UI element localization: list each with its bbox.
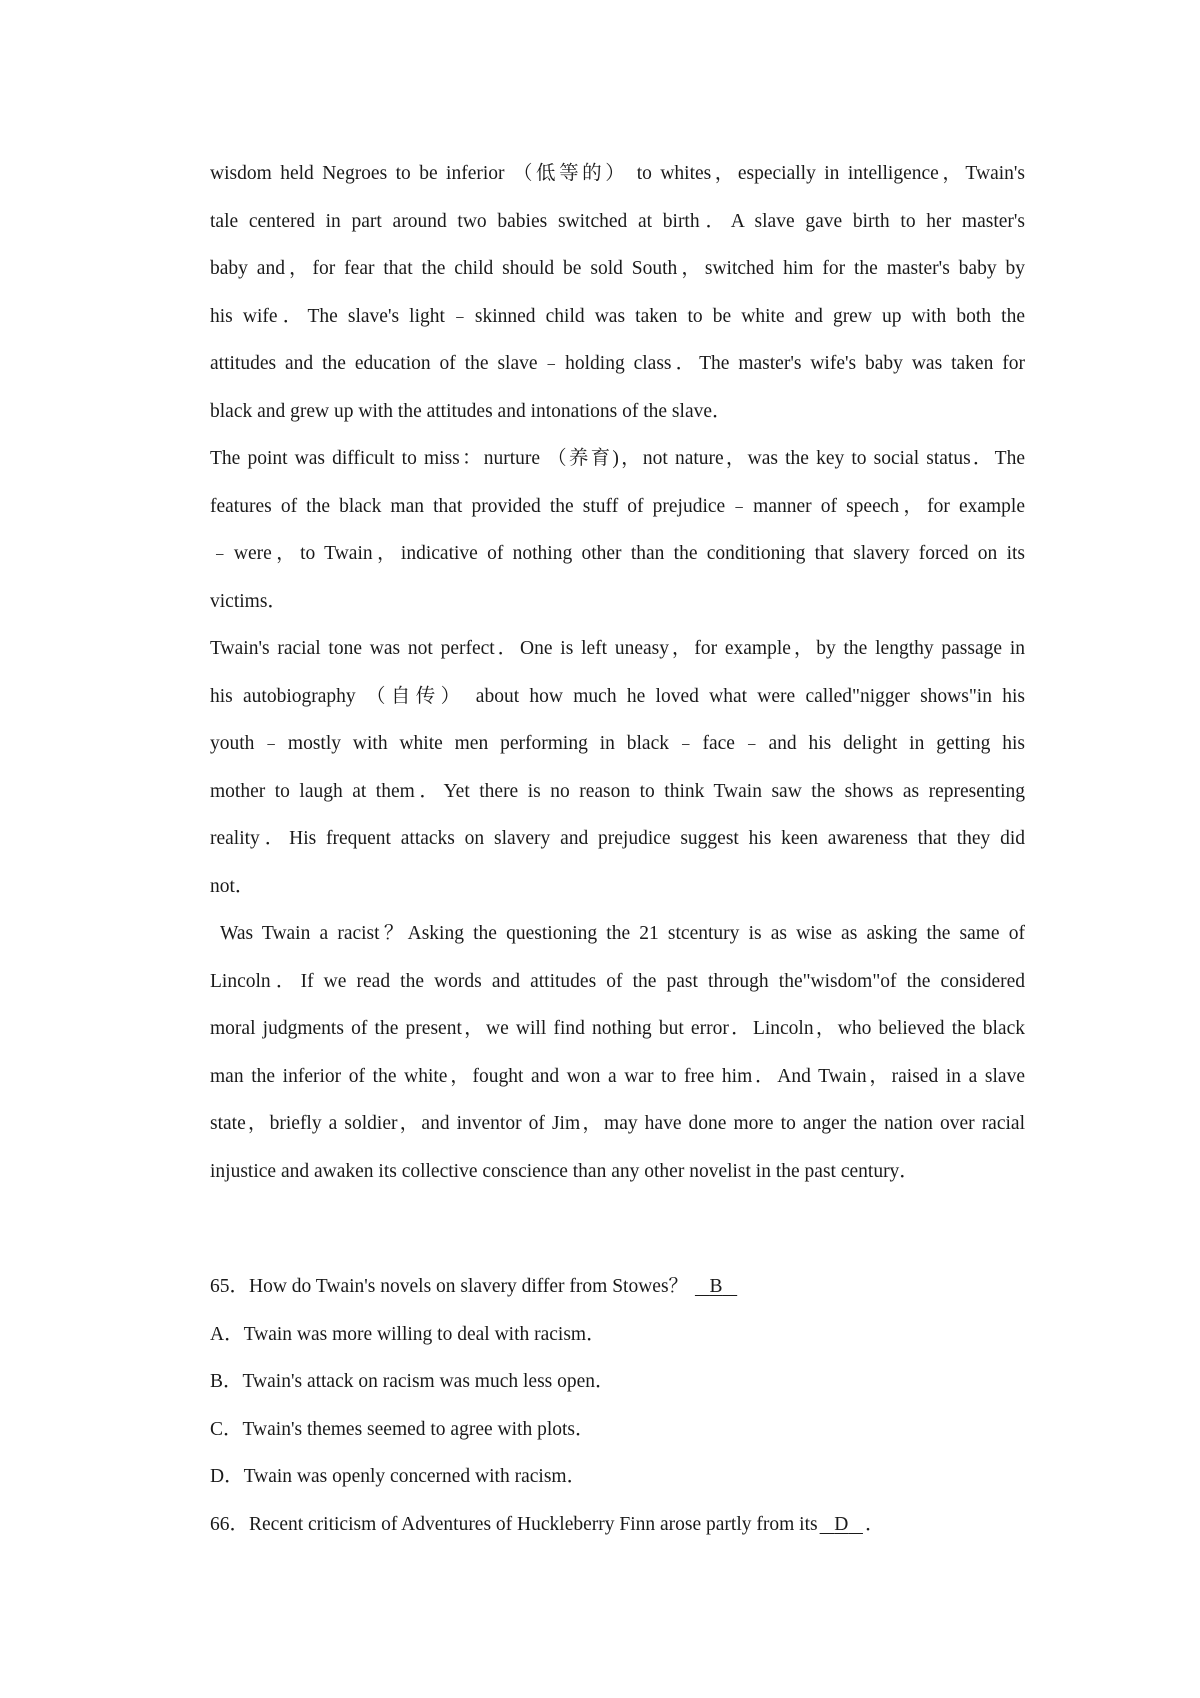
question-66-stem: 66．Recent criticism of Adventures of Huckleberry Finn arose partly from its — [210, 1513, 818, 1535]
passage-line: black and grew up with the attitudes and intonations of the slave． — [210, 400, 732, 422]
passage-line: state，briefly a soldier，and inventor of Jim，may have done more to anger the nation over racial — [210, 1113, 1025, 1134]
passage-line: victims． — [210, 590, 287, 612]
passage-line: tale centered in part around two babies switched at birth．A slave gave birth to her master's — [210, 210, 1025, 232]
question-65-stem: 65．How do Twain's novels on slavery differ from Stowes？ — [210, 1276, 689, 1297]
passage-line: youth﹣mostly with white men performing in black﹣face﹣and his delight in getting his — [210, 733, 1025, 754]
option-b: B．Twain's attack on racism was much less open． — [210, 1371, 615, 1392]
passage-paragraph-1 — [210, 150, 1025, 435]
document-page — [210, 150, 1025, 1548]
question-65 — [210, 1263, 1025, 1501]
section-gap — [210, 1195, 1025, 1263]
passage-line: Twain's racial tone was not perfect．One is left uneasy，for example，by the lengthy passage in — [210, 638, 1025, 659]
passage-paragraph-3 — [210, 625, 1025, 910]
question-stem — [210, 1501, 1025, 1549]
question-66 — [210, 1501, 1025, 1549]
passage-paragraph-4 — [210, 910, 1025, 1195]
passage-line: Lincoln．If we read the words and attitudes of the past through the"wisdom"of the considered — [210, 970, 1025, 992]
passage-line: man the inferior of the white，fought and won a war to free him．And Twain，raised in a slave — [210, 1065, 1025, 1087]
question-65-answer: B — [709, 1276, 723, 1297]
question-66-answer: D — [834, 1513, 849, 1535]
option-d: D．Twain was openly concerned with racism． — [210, 1466, 587, 1487]
passage-line: baby and，for fear that the child should be sold South，switched him for the master's baby by — [210, 258, 1025, 279]
passage-line: his wife．The slave's light﹣skinned child was taken to be white and grew up with both the — [210, 305, 1025, 327]
passage-line: The point was difficult to miss：nurture （养育)，not nature，was the key to social status．The — [210, 448, 1025, 469]
passage-paragraph-2 — [210, 435, 1025, 625]
option-c: C．Twain's themes seemed to agree with plots． — [210, 1418, 595, 1440]
passage-line: his autobiography （自传） about how much he loved what were called"nigger shows"in his — [210, 685, 1025, 707]
passage-line: reality．His frequent attacks on slavery and prejudice suggest his keen awareness that they did — [210, 828, 1025, 849]
passage-line: moral judgments of the present，we will find nothing but error．Lincoln，who believed the black — [210, 1018, 1025, 1039]
passage-line: wisdom held Negroes to be inferior （低等的） to whites，especially in intelligence，Twain's — [210, 163, 1025, 184]
passage-line: injustice and awaken its collective conscience than any other novelist in the past century． — [210, 1160, 919, 1182]
passage-line: features of the black man that provided the stuff of prejudice﹣manner of speech，for example — [210, 495, 1025, 517]
option-a: A．Twain was more willing to deal with racism． — [210, 1323, 606, 1345]
question-66-tail: ． — [864, 1513, 885, 1535]
passage-line: ﹣were，to Twain，indicative of nothing other than the conditioning that slavery forced on its — [210, 543, 1025, 564]
passage-line: attitudes and the education of the slave﹣holding class．The master's wife's baby was taken for — [210, 353, 1025, 374]
passage-line: Was Twain a racist？Asking the questioning the 21 stcentury is as wise as asking the same of — [220, 923, 1025, 944]
question-stem — [210, 1263, 1025, 1311]
passage-line: not． — [210, 875, 255, 897]
passage-line: mother to laugh at them．Yet there is no reason to think Twain saw the shows as representing — [210, 780, 1025, 802]
